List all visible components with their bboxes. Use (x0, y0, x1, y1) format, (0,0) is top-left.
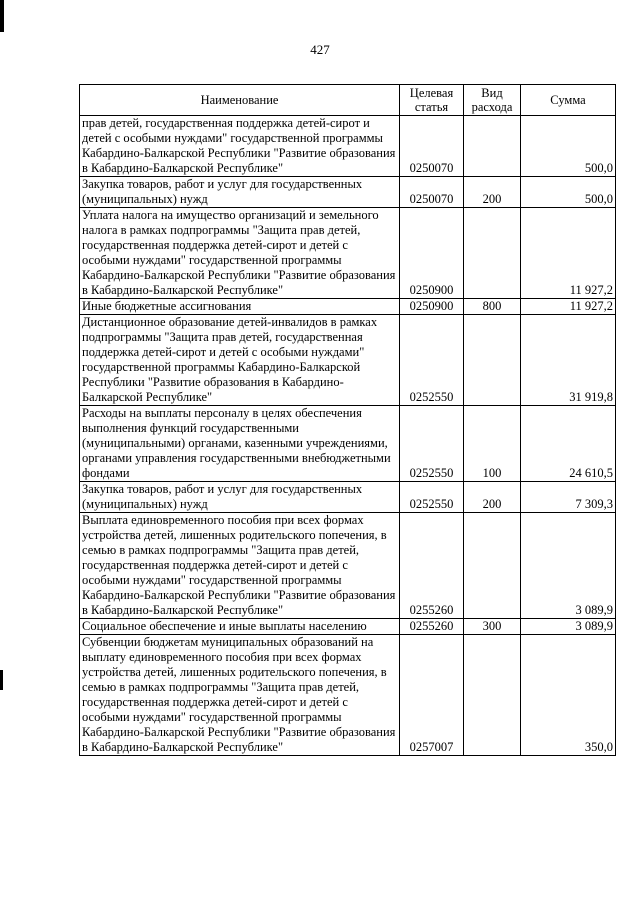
row-name: Уплата налога на имущество организаций и земельного налога в рамках подпрограммы "Защита прав детей, государственная поддержка детей-сирот и детей с особыми нуждами" государственной программы Кабардино-Балкарской Республики "Развитие образования в Кабардино-Балкарской Республике" (80, 208, 400, 299)
row-sum: 24 610,5 (521, 406, 616, 482)
row-target: 0250070 (400, 116, 464, 177)
column-header-sum: Сумма (521, 85, 616, 116)
row-target: 0252550 (400, 315, 464, 406)
table-row (80, 513, 616, 619)
table-row (80, 315, 616, 406)
row-kind (464, 116, 521, 177)
row-target: 0255260 (400, 619, 464, 635)
row-target: 0255260 (400, 513, 464, 619)
row-target: 0257007 (400, 635, 464, 756)
row-sum: 31 919,8 (521, 315, 616, 406)
row-name: Дистанционное образование детей-инвалидов в рамках подпрограммы "Защита прав детей, государственная поддержка детей-сирот и детей с особыми нуждами" государственной программы Кабардино-Балкарской Республики "Развитие образования в Кабардино-Балкарской Республике" (80, 315, 400, 406)
column-header-kind: Вид расхода (464, 85, 521, 116)
row-sum: 500,0 (521, 177, 616, 208)
row-kind: 200 (464, 177, 521, 208)
row-name: Субвенции бюджетам муниципальных образований на выплату единовременного пособия при всех формах устройства детей, лишенных родительского попечения, в семью в рамках подпрограммы "Защита прав детей, государственная поддержка детей-сирот и детей с особыми нуждами" государственной программы Кабардино-Балкарской Республики "Развитие образования в Кабардино-Балкарской Республике" (80, 635, 400, 756)
row-name: Выплата единовременного пособия при всех формах устройства детей, лишенных родительского попечения, в семью в рамках подпрограммы "Защита прав детей, государственная поддержка детей-сирот и детей с особыми нуждами" государственной программы Кабардино-Балкарской Республики "Развитие образования в Кабардино-Балкарской Республике" (80, 513, 400, 619)
scan-edge-mark (0, 670, 3, 690)
table-row (80, 482, 616, 513)
budget-table (79, 84, 616, 756)
row-sum: 7 309,3 (521, 482, 616, 513)
table-row (80, 619, 616, 635)
row-kind (464, 513, 521, 619)
row-kind: 800 (464, 299, 521, 315)
page-number: 427 (310, 42, 330, 57)
column-header-target: Целевая статья (400, 85, 464, 116)
row-kind (464, 635, 521, 756)
table-row (80, 177, 616, 208)
row-name: Закупка товаров, работ и услуг для государственных (муниципальных) нужд (80, 482, 400, 513)
row-target: 0250900 (400, 208, 464, 299)
scan-edge-mark (0, 0, 4, 32)
row-target: 0250070 (400, 177, 464, 208)
table-row (80, 299, 616, 315)
row-sum: 3 089,9 (521, 619, 616, 635)
row-sum: 3 089,9 (521, 513, 616, 619)
table-header-row (80, 85, 616, 116)
row-target: 0252550 (400, 482, 464, 513)
row-target: 0252550 (400, 406, 464, 482)
row-kind: 300 (464, 619, 521, 635)
table-row (80, 635, 616, 756)
row-name: Закупка товаров, работ и услуг для государственных (муниципальных) нужд (80, 177, 400, 208)
row-name: Расходы на выплаты персоналу в целях обеспечения выполнения функций государственными (муниципальными) органами, казенными учреждениями, органами управления государственными внебюджетными фондами (80, 406, 400, 482)
row-name: Иные бюджетные ассигнования (80, 299, 400, 315)
column-header-name: Наименование (80, 85, 400, 116)
row-target: 0250900 (400, 299, 464, 315)
row-kind (464, 208, 521, 299)
row-sum: 11 927,2 (521, 208, 616, 299)
row-kind: 100 (464, 406, 521, 482)
row-name: Социальное обеспечение и иные выплаты населению (80, 619, 400, 635)
table-row (80, 116, 616, 177)
table-row (80, 208, 616, 299)
row-kind (464, 315, 521, 406)
row-sum: 500,0 (521, 116, 616, 177)
table-row (80, 406, 616, 482)
row-kind: 200 (464, 482, 521, 513)
row-name: прав детей, государственная поддержка детей-сирот и детей с особыми нуждами" государственной программы Кабардино-Балкарской Республики "Развитие образования в Кабардино-Балкарской Республике" (80, 116, 400, 177)
row-sum: 350,0 (521, 635, 616, 756)
row-sum: 11 927,2 (521, 299, 616, 315)
